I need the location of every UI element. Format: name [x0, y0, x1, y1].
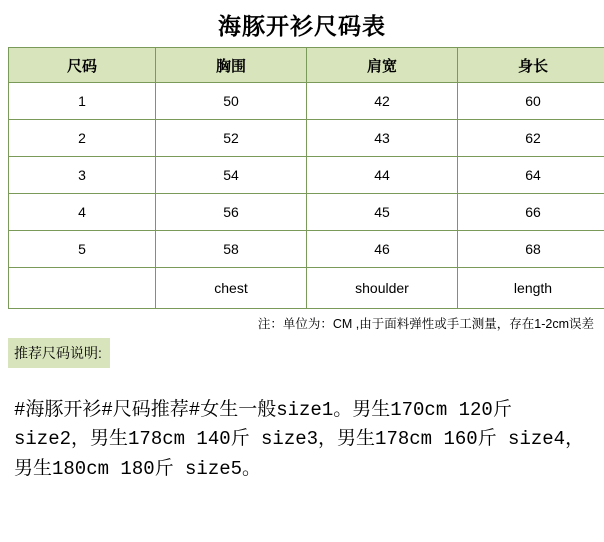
table-row [9, 120, 604, 157]
cell-length: 60 [458, 83, 604, 120]
cell-shoulder: 43 [307, 120, 458, 157]
table-row [9, 194, 604, 231]
table-row [9, 157, 604, 194]
cell-chest: 50 [156, 83, 307, 120]
recommend-label-wrap [8, 338, 596, 368]
cell-chest: 54 [156, 157, 307, 194]
cell-length: 66 [458, 194, 604, 231]
cell-chest: 56 [156, 194, 307, 231]
cell-size: 4 [9, 194, 156, 231]
cell-shoulder: 44 [307, 157, 458, 194]
annotation-chest: chest [156, 268, 307, 309]
measurement-note: 注：单位为：CM ,由于面料弹性或手工测量，存在1-2cm误差 [257, 317, 594, 331]
recommend-body-text: #海豚开衫#尺码推荐#女生一般size1。男生170cm 120斤 size2，男生178cm 140斤 size3，男生178cm 160斤 size4，男生180cm 180斤 size5。 [14, 399, 585, 480]
cell-size: 1 [9, 83, 156, 120]
table-header-row [9, 48, 604, 83]
cell-length: 64 [458, 157, 604, 194]
table-annotation-row [9, 268, 604, 309]
size-table [8, 47, 604, 309]
table-body [9, 83, 604, 309]
cell-shoulder: 45 [307, 194, 458, 231]
cell-size: 5 [9, 231, 156, 268]
cell-chest: 58 [156, 231, 307, 268]
annotation-length: length [458, 268, 604, 309]
cell-length: 62 [458, 120, 604, 157]
annotation-shoulder: shoulder [307, 268, 458, 309]
annotation-empty [9, 268, 156, 309]
recommend-label: 推荐尺码说明: [8, 338, 110, 368]
column-header-size: 尺码 [9, 48, 156, 83]
cell-size: 2 [9, 120, 156, 157]
table-header [9, 48, 604, 83]
cell-shoulder: 46 [307, 231, 458, 268]
table-row [9, 231, 604, 268]
table-row [9, 83, 604, 120]
cell-chest: 52 [156, 120, 307, 157]
cell-size: 3 [9, 157, 156, 194]
page-title: 海豚开衫尺码表 [218, 14, 386, 39]
column-header-chest: 胸围 [156, 48, 307, 83]
column-header-shoulder: 肩宽 [307, 48, 458, 83]
cell-shoulder: 42 [307, 83, 458, 120]
column-header-length: 身长 [458, 48, 604, 83]
cell-length: 68 [458, 231, 604, 268]
